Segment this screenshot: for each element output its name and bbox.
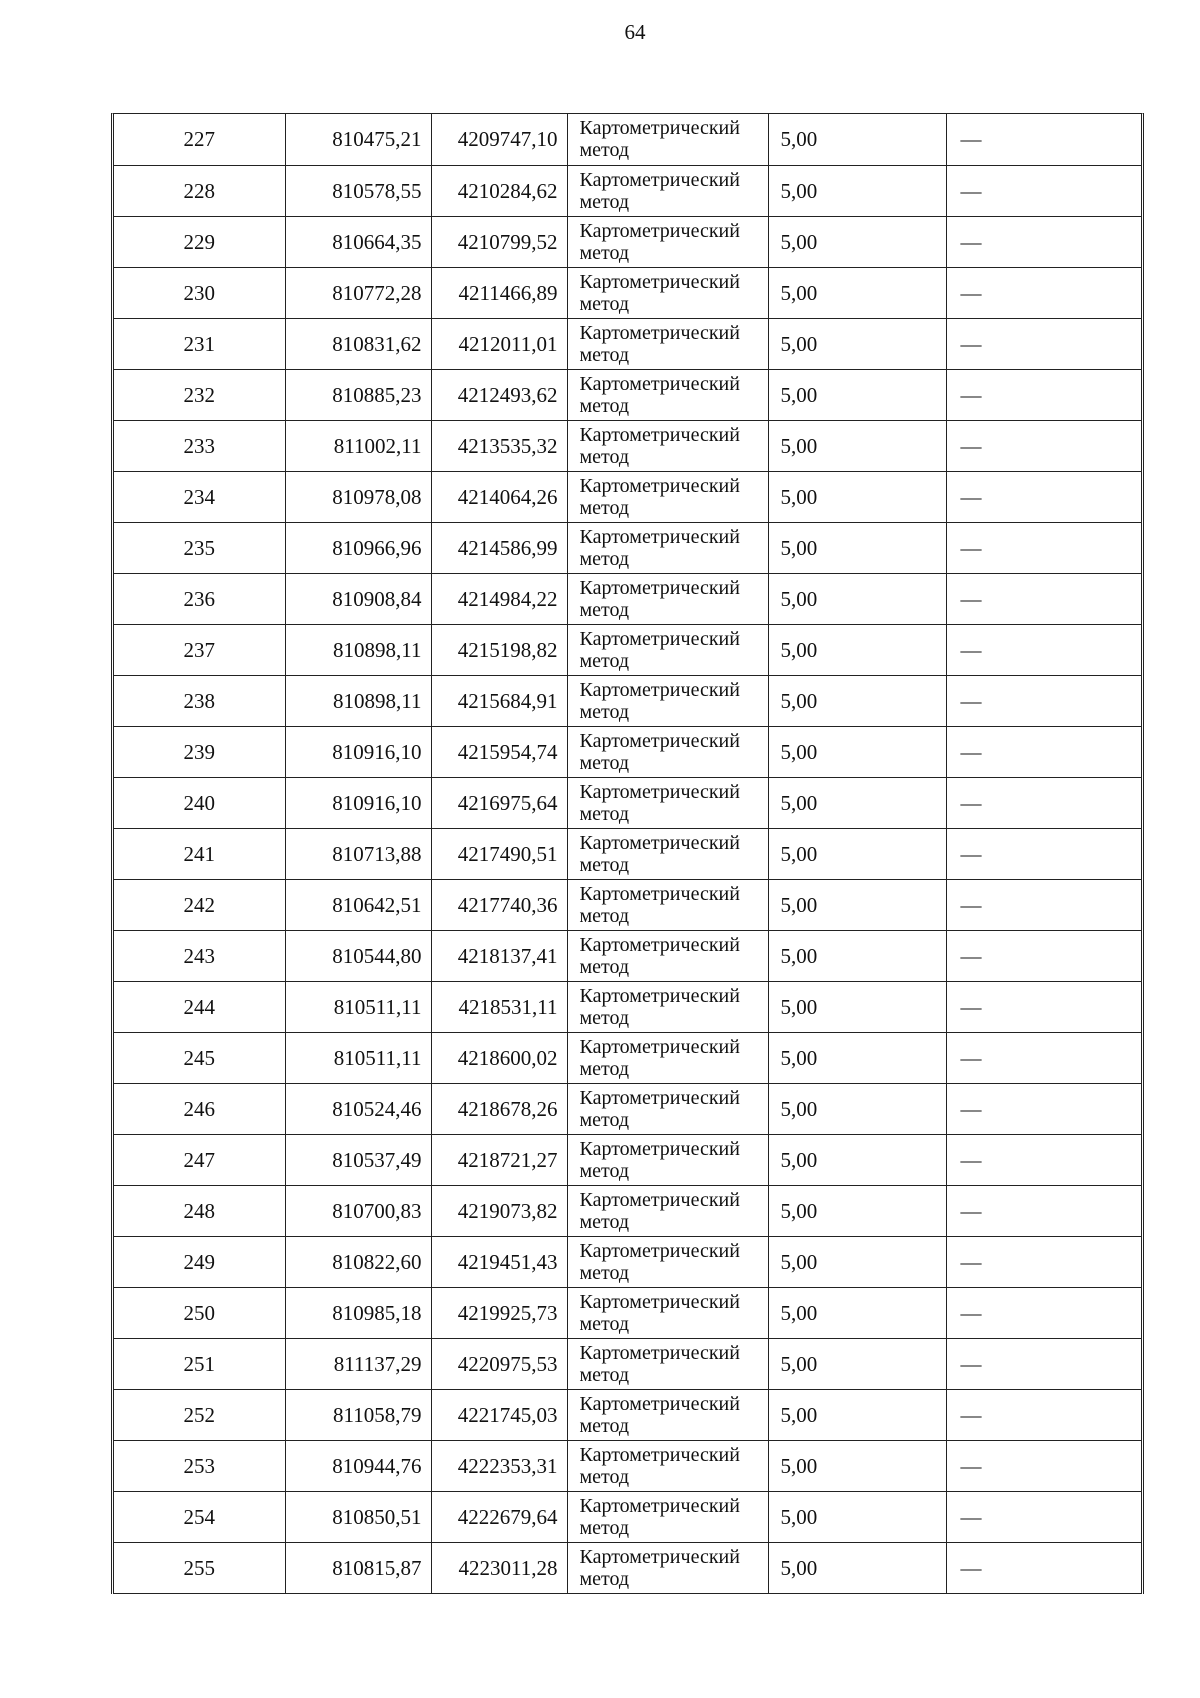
method-cell [567, 879, 768, 930]
method-line-1: Картометрический [579, 1239, 740, 1262]
method-line-2: метод [579, 751, 630, 774]
table-body [114, 114, 1141, 1593]
accuracy-cell: 5,00 [768, 114, 946, 165]
note-cell: — [946, 318, 1141, 369]
y-coordinate-cell: 4218600,02 [431, 1032, 567, 1083]
method-line-2: метод [579, 1363, 630, 1386]
x-coordinate-cell: 810664,35 [285, 216, 431, 267]
method-cell [567, 624, 768, 675]
accuracy-cell: 5,00 [768, 981, 946, 1032]
accuracy-cell: 5,00 [768, 879, 946, 930]
method-line-2: метод [579, 1159, 630, 1182]
table-row [114, 522, 1141, 573]
x-coordinate-cell: 810524,46 [285, 1083, 431, 1134]
point-number-cell: 227 [114, 114, 285, 165]
method-cell [567, 1185, 768, 1236]
method-line-1: Картометрический [579, 1188, 740, 1211]
method-cell [567, 522, 768, 573]
table-row [114, 777, 1141, 828]
accuracy-cell: 5,00 [768, 165, 946, 216]
accuracy-cell: 5,00 [768, 1185, 946, 1236]
note-cell: — [946, 1287, 1141, 1338]
method-line-1: Картометрический [579, 1290, 740, 1313]
point-number-cell: 237 [114, 624, 285, 675]
x-coordinate-cell: 810511,11 [285, 981, 431, 1032]
x-coordinate-cell: 810772,28 [285, 267, 431, 318]
y-coordinate-cell: 4210284,62 [431, 165, 567, 216]
x-coordinate-cell: 810966,96 [285, 522, 431, 573]
method-line-1: Картометрический [579, 1137, 740, 1160]
point-number-cell: 251 [114, 1338, 285, 1389]
method-line-2: метод [579, 1312, 630, 1335]
point-number-cell: 249 [114, 1236, 285, 1287]
method-line-1: Картометрический [579, 1341, 740, 1364]
method-line-2: метод [579, 241, 630, 264]
note-cell: — [946, 726, 1141, 777]
note-cell: — [946, 675, 1141, 726]
method-line-2: метод [579, 1057, 630, 1080]
table-row [114, 624, 1141, 675]
accuracy-cell: 5,00 [768, 1032, 946, 1083]
note-cell: — [946, 1083, 1141, 1134]
point-number-cell: 239 [114, 726, 285, 777]
method-line-2: метод [579, 1465, 630, 1488]
note-cell: — [946, 522, 1141, 573]
y-coordinate-cell: 4220975,53 [431, 1338, 567, 1389]
point-number-cell: 248 [114, 1185, 285, 1236]
x-coordinate-cell: 810815,87 [285, 1542, 431, 1593]
point-number-cell: 229 [114, 216, 285, 267]
method-cell [567, 573, 768, 624]
method-cell [567, 318, 768, 369]
x-coordinate-cell: 810850,51 [285, 1491, 431, 1542]
method-line-1: Картометрический [579, 168, 740, 191]
method-cell [567, 675, 768, 726]
y-coordinate-cell: 4223011,28 [431, 1542, 567, 1593]
table-row [114, 1185, 1141, 1236]
y-coordinate-cell: 4213535,32 [431, 420, 567, 471]
method-line-2: метод [579, 1006, 630, 1029]
method-cell [567, 1542, 768, 1593]
table-row [114, 1083, 1141, 1134]
note-cell: — [946, 1134, 1141, 1185]
x-coordinate-cell: 810898,11 [285, 675, 431, 726]
point-number-cell: 228 [114, 165, 285, 216]
accuracy-cell: 5,00 [768, 1236, 946, 1287]
table-row [114, 573, 1141, 624]
x-coordinate-cell: 810885,23 [285, 369, 431, 420]
method-line-2: метод [579, 394, 630, 417]
method-line-2: метод [579, 190, 630, 213]
note-cell: — [946, 573, 1141, 624]
method-cell [567, 1338, 768, 1389]
method-line-1: Картометрический [579, 780, 740, 803]
accuracy-cell: 5,00 [768, 318, 946, 369]
method-line-2: метод [579, 139, 630, 162]
note-cell: — [946, 267, 1141, 318]
method-line-2: метод [579, 292, 630, 315]
x-coordinate-cell: 810578,55 [285, 165, 431, 216]
y-coordinate-cell: 4216975,64 [431, 777, 567, 828]
table-row [114, 471, 1141, 522]
method-line-2: метод [579, 343, 630, 366]
y-coordinate-cell: 4218531,11 [431, 981, 567, 1032]
x-coordinate-cell: 810898,11 [285, 624, 431, 675]
table-row [114, 930, 1141, 981]
note-cell: — [946, 1185, 1141, 1236]
note-cell: — [946, 930, 1141, 981]
point-number-cell: 235 [114, 522, 285, 573]
note-cell: — [946, 165, 1141, 216]
x-coordinate-cell: 810978,08 [285, 471, 431, 522]
accuracy-cell: 5,00 [768, 1389, 946, 1440]
y-coordinate-cell: 4214064,26 [431, 471, 567, 522]
point-number-cell: 254 [114, 1491, 285, 1542]
method-line-2: метод [579, 496, 630, 519]
method-line-1: Картометрический [579, 678, 740, 701]
y-coordinate-cell: 4212493,62 [431, 369, 567, 420]
point-number-cell: 238 [114, 675, 285, 726]
method-cell [567, 828, 768, 879]
accuracy-cell: 5,00 [768, 726, 946, 777]
table-row [114, 981, 1141, 1032]
note-cell: — [946, 216, 1141, 267]
method-cell [567, 216, 768, 267]
table-row [114, 267, 1141, 318]
x-coordinate-cell: 810944,76 [285, 1440, 431, 1491]
accuracy-cell: 5,00 [768, 216, 946, 267]
point-number-cell: 230 [114, 267, 285, 318]
table-row [114, 1491, 1141, 1542]
accuracy-cell: 5,00 [768, 1542, 946, 1593]
x-coordinate-cell: 810713,88 [285, 828, 431, 879]
x-coordinate-cell: 810700,83 [285, 1185, 431, 1236]
method-line-2: метод [579, 598, 630, 621]
y-coordinate-cell: 4214586,99 [431, 522, 567, 573]
note-cell: — [946, 369, 1141, 420]
note-cell: — [946, 624, 1141, 675]
method-cell [567, 1236, 768, 1287]
accuracy-cell: 5,00 [768, 930, 946, 981]
x-coordinate-cell: 811058,79 [285, 1389, 431, 1440]
x-coordinate-cell: 810537,49 [285, 1134, 431, 1185]
x-coordinate-cell: 810908,84 [285, 573, 431, 624]
note-cell: — [946, 1338, 1141, 1389]
note-cell: — [946, 1236, 1141, 1287]
y-coordinate-cell: 4219925,73 [431, 1287, 567, 1338]
method-cell [567, 777, 768, 828]
y-coordinate-cell: 4209747,10 [431, 114, 567, 165]
method-line-2: метод [579, 649, 630, 672]
method-line-2: метод [579, 802, 630, 825]
table-row [114, 1134, 1141, 1185]
table-row [114, 726, 1141, 777]
method-line-1: Картометрический [579, 933, 740, 956]
table-row [114, 675, 1141, 726]
table-row [114, 879, 1141, 930]
accuracy-cell: 5,00 [768, 675, 946, 726]
table-row [114, 1389, 1141, 1440]
note-cell: — [946, 1389, 1141, 1440]
accuracy-cell: 5,00 [768, 828, 946, 879]
table-row [114, 1032, 1141, 1083]
y-coordinate-cell: 4221745,03 [431, 1389, 567, 1440]
table-row [114, 369, 1141, 420]
coordinates-table-grid [114, 114, 1141, 1594]
note-cell: — [946, 420, 1141, 471]
method-cell [567, 1389, 768, 1440]
note-cell: — [946, 981, 1141, 1032]
method-cell [567, 981, 768, 1032]
method-cell [567, 420, 768, 471]
note-cell: — [946, 777, 1141, 828]
table-row [114, 1542, 1141, 1593]
method-cell [567, 1491, 768, 1542]
point-number-cell: 241 [114, 828, 285, 879]
x-coordinate-cell: 810916,10 [285, 777, 431, 828]
method-line-1: Картометрический [579, 1086, 740, 1109]
method-cell [567, 1032, 768, 1083]
table-row [114, 1236, 1141, 1287]
accuracy-cell: 5,00 [768, 267, 946, 318]
method-line-1: Картометрический [579, 1443, 740, 1466]
y-coordinate-cell: 4222679,64 [431, 1491, 567, 1542]
method-line-1: Картометрический [579, 525, 740, 548]
table-row [114, 216, 1141, 267]
method-line-2: метод [579, 445, 630, 468]
x-coordinate-cell: 810642,51 [285, 879, 431, 930]
method-cell [567, 1134, 768, 1185]
note-cell: — [946, 1440, 1141, 1491]
method-line-2: метод [579, 1567, 630, 1590]
method-line-2: метод [579, 1108, 630, 1131]
table-row [114, 1287, 1141, 1338]
x-coordinate-cell: 810511,11 [285, 1032, 431, 1083]
method-line-2: метод [579, 700, 630, 723]
method-line-1: Картометрический [579, 474, 740, 497]
method-line-1: Картометрический [579, 117, 740, 140]
point-number-cell: 247 [114, 1134, 285, 1185]
point-number-cell: 253 [114, 1440, 285, 1491]
x-coordinate-cell: 810544,80 [285, 930, 431, 981]
note-cell: — [946, 1491, 1141, 1542]
method-line-1: Картометрический [579, 729, 740, 752]
x-coordinate-cell: 810822,60 [285, 1236, 431, 1287]
y-coordinate-cell: 4210799,52 [431, 216, 567, 267]
method-cell [567, 165, 768, 216]
point-number-cell: 232 [114, 369, 285, 420]
method-line-1: Картометрический [579, 576, 740, 599]
method-cell [567, 471, 768, 522]
accuracy-cell: 5,00 [768, 1491, 946, 1542]
accuracy-cell: 5,00 [768, 522, 946, 573]
y-coordinate-cell: 4219073,82 [431, 1185, 567, 1236]
method-line-1: Картометрический [579, 831, 740, 854]
accuracy-cell: 5,00 [768, 573, 946, 624]
y-coordinate-cell: 4215684,91 [431, 675, 567, 726]
method-cell [567, 726, 768, 777]
y-coordinate-cell: 4219451,43 [431, 1236, 567, 1287]
point-number-cell: 240 [114, 777, 285, 828]
point-number-cell: 255 [114, 1542, 285, 1593]
point-number-cell: 246 [114, 1083, 285, 1134]
accuracy-cell: 5,00 [768, 1287, 946, 1338]
accuracy-cell: 5,00 [768, 624, 946, 675]
point-number-cell: 250 [114, 1287, 285, 1338]
method-line-1: Картометрический [579, 1392, 740, 1415]
method-cell [567, 267, 768, 318]
method-line-1: Картометрический [579, 882, 740, 905]
method-line-2: метод [579, 1414, 630, 1437]
x-coordinate-cell: 811002,11 [285, 420, 431, 471]
coordinates-table [111, 113, 1144, 1594]
accuracy-cell: 5,00 [768, 1134, 946, 1185]
method-line-2: метод [579, 955, 630, 978]
x-coordinate-cell: 811137,29 [285, 1338, 431, 1389]
y-coordinate-cell: 4217740,36 [431, 879, 567, 930]
note-cell: — [946, 1542, 1141, 1593]
method-line-2: метод [579, 904, 630, 927]
accuracy-cell: 5,00 [768, 1083, 946, 1134]
accuracy-cell: 5,00 [768, 369, 946, 420]
point-number-cell: 252 [114, 1389, 285, 1440]
y-coordinate-cell: 4215954,74 [431, 726, 567, 777]
method-cell [567, 369, 768, 420]
point-number-cell: 242 [114, 879, 285, 930]
x-coordinate-cell: 810985,18 [285, 1287, 431, 1338]
y-coordinate-cell: 4215198,82 [431, 624, 567, 675]
y-coordinate-cell: 4211466,89 [431, 267, 567, 318]
accuracy-cell: 5,00 [768, 420, 946, 471]
point-number-cell: 243 [114, 930, 285, 981]
method-line-2: метод [579, 1516, 630, 1539]
point-number-cell: 245 [114, 1032, 285, 1083]
accuracy-cell: 5,00 [768, 1338, 946, 1389]
method-line-1: Картометрический [579, 984, 740, 1007]
method-line-1: Картометрический [579, 1035, 740, 1058]
note-cell: — [946, 1032, 1141, 1083]
method-cell [567, 930, 768, 981]
table-row [114, 165, 1141, 216]
point-number-cell: 236 [114, 573, 285, 624]
method-line-2: метод [579, 853, 630, 876]
page-number: 64 [624, 20, 646, 44]
x-coordinate-cell: 810831,62 [285, 318, 431, 369]
y-coordinate-cell: 4218678,26 [431, 1083, 567, 1134]
table-row [114, 1338, 1141, 1389]
y-coordinate-cell: 4217490,51 [431, 828, 567, 879]
method-line-1: Картометрический [579, 1494, 740, 1517]
method-cell [567, 1440, 768, 1491]
y-coordinate-cell: 4212011,01 [431, 318, 567, 369]
note-cell: — [946, 879, 1141, 930]
y-coordinate-cell: 4218721,27 [431, 1134, 567, 1185]
y-coordinate-cell: 4222353,31 [431, 1440, 567, 1491]
method-line-1: Картометрический [579, 321, 740, 344]
method-line-1: Картометрический [579, 270, 740, 293]
method-line-1: Картометрический [579, 372, 740, 395]
method-cell [567, 1083, 768, 1134]
note-cell: — [946, 114, 1141, 165]
table-row [114, 1440, 1141, 1491]
method-line-1: Картометрический [579, 219, 740, 242]
note-cell: — [946, 471, 1141, 522]
point-number-cell: 234 [114, 471, 285, 522]
table-row [114, 420, 1141, 471]
method-line-1: Картометрический [579, 627, 740, 650]
method-cell [567, 1287, 768, 1338]
method-line-2: метод [579, 547, 630, 570]
y-coordinate-cell: 4218137,41 [431, 930, 567, 981]
point-number-cell: 233 [114, 420, 285, 471]
note-cell: — [946, 828, 1141, 879]
point-number-cell: 244 [114, 981, 285, 1032]
method-cell [567, 114, 768, 165]
method-line-1: Картометрический [579, 423, 740, 446]
table-row [114, 318, 1141, 369]
accuracy-cell: 5,00 [768, 471, 946, 522]
x-coordinate-cell: 810475,21 [285, 114, 431, 165]
accuracy-cell: 5,00 [768, 777, 946, 828]
x-coordinate-cell: 810916,10 [285, 726, 431, 777]
table-row [114, 828, 1141, 879]
method-line-1: Картометрический [579, 1545, 740, 1568]
accuracy-cell: 5,00 [768, 1440, 946, 1491]
method-line-2: метод [579, 1261, 630, 1284]
method-line-2: метод [579, 1210, 630, 1233]
point-number-cell: 231 [114, 318, 285, 369]
table-row [114, 114, 1141, 165]
y-coordinate-cell: 4214984,22 [431, 573, 567, 624]
